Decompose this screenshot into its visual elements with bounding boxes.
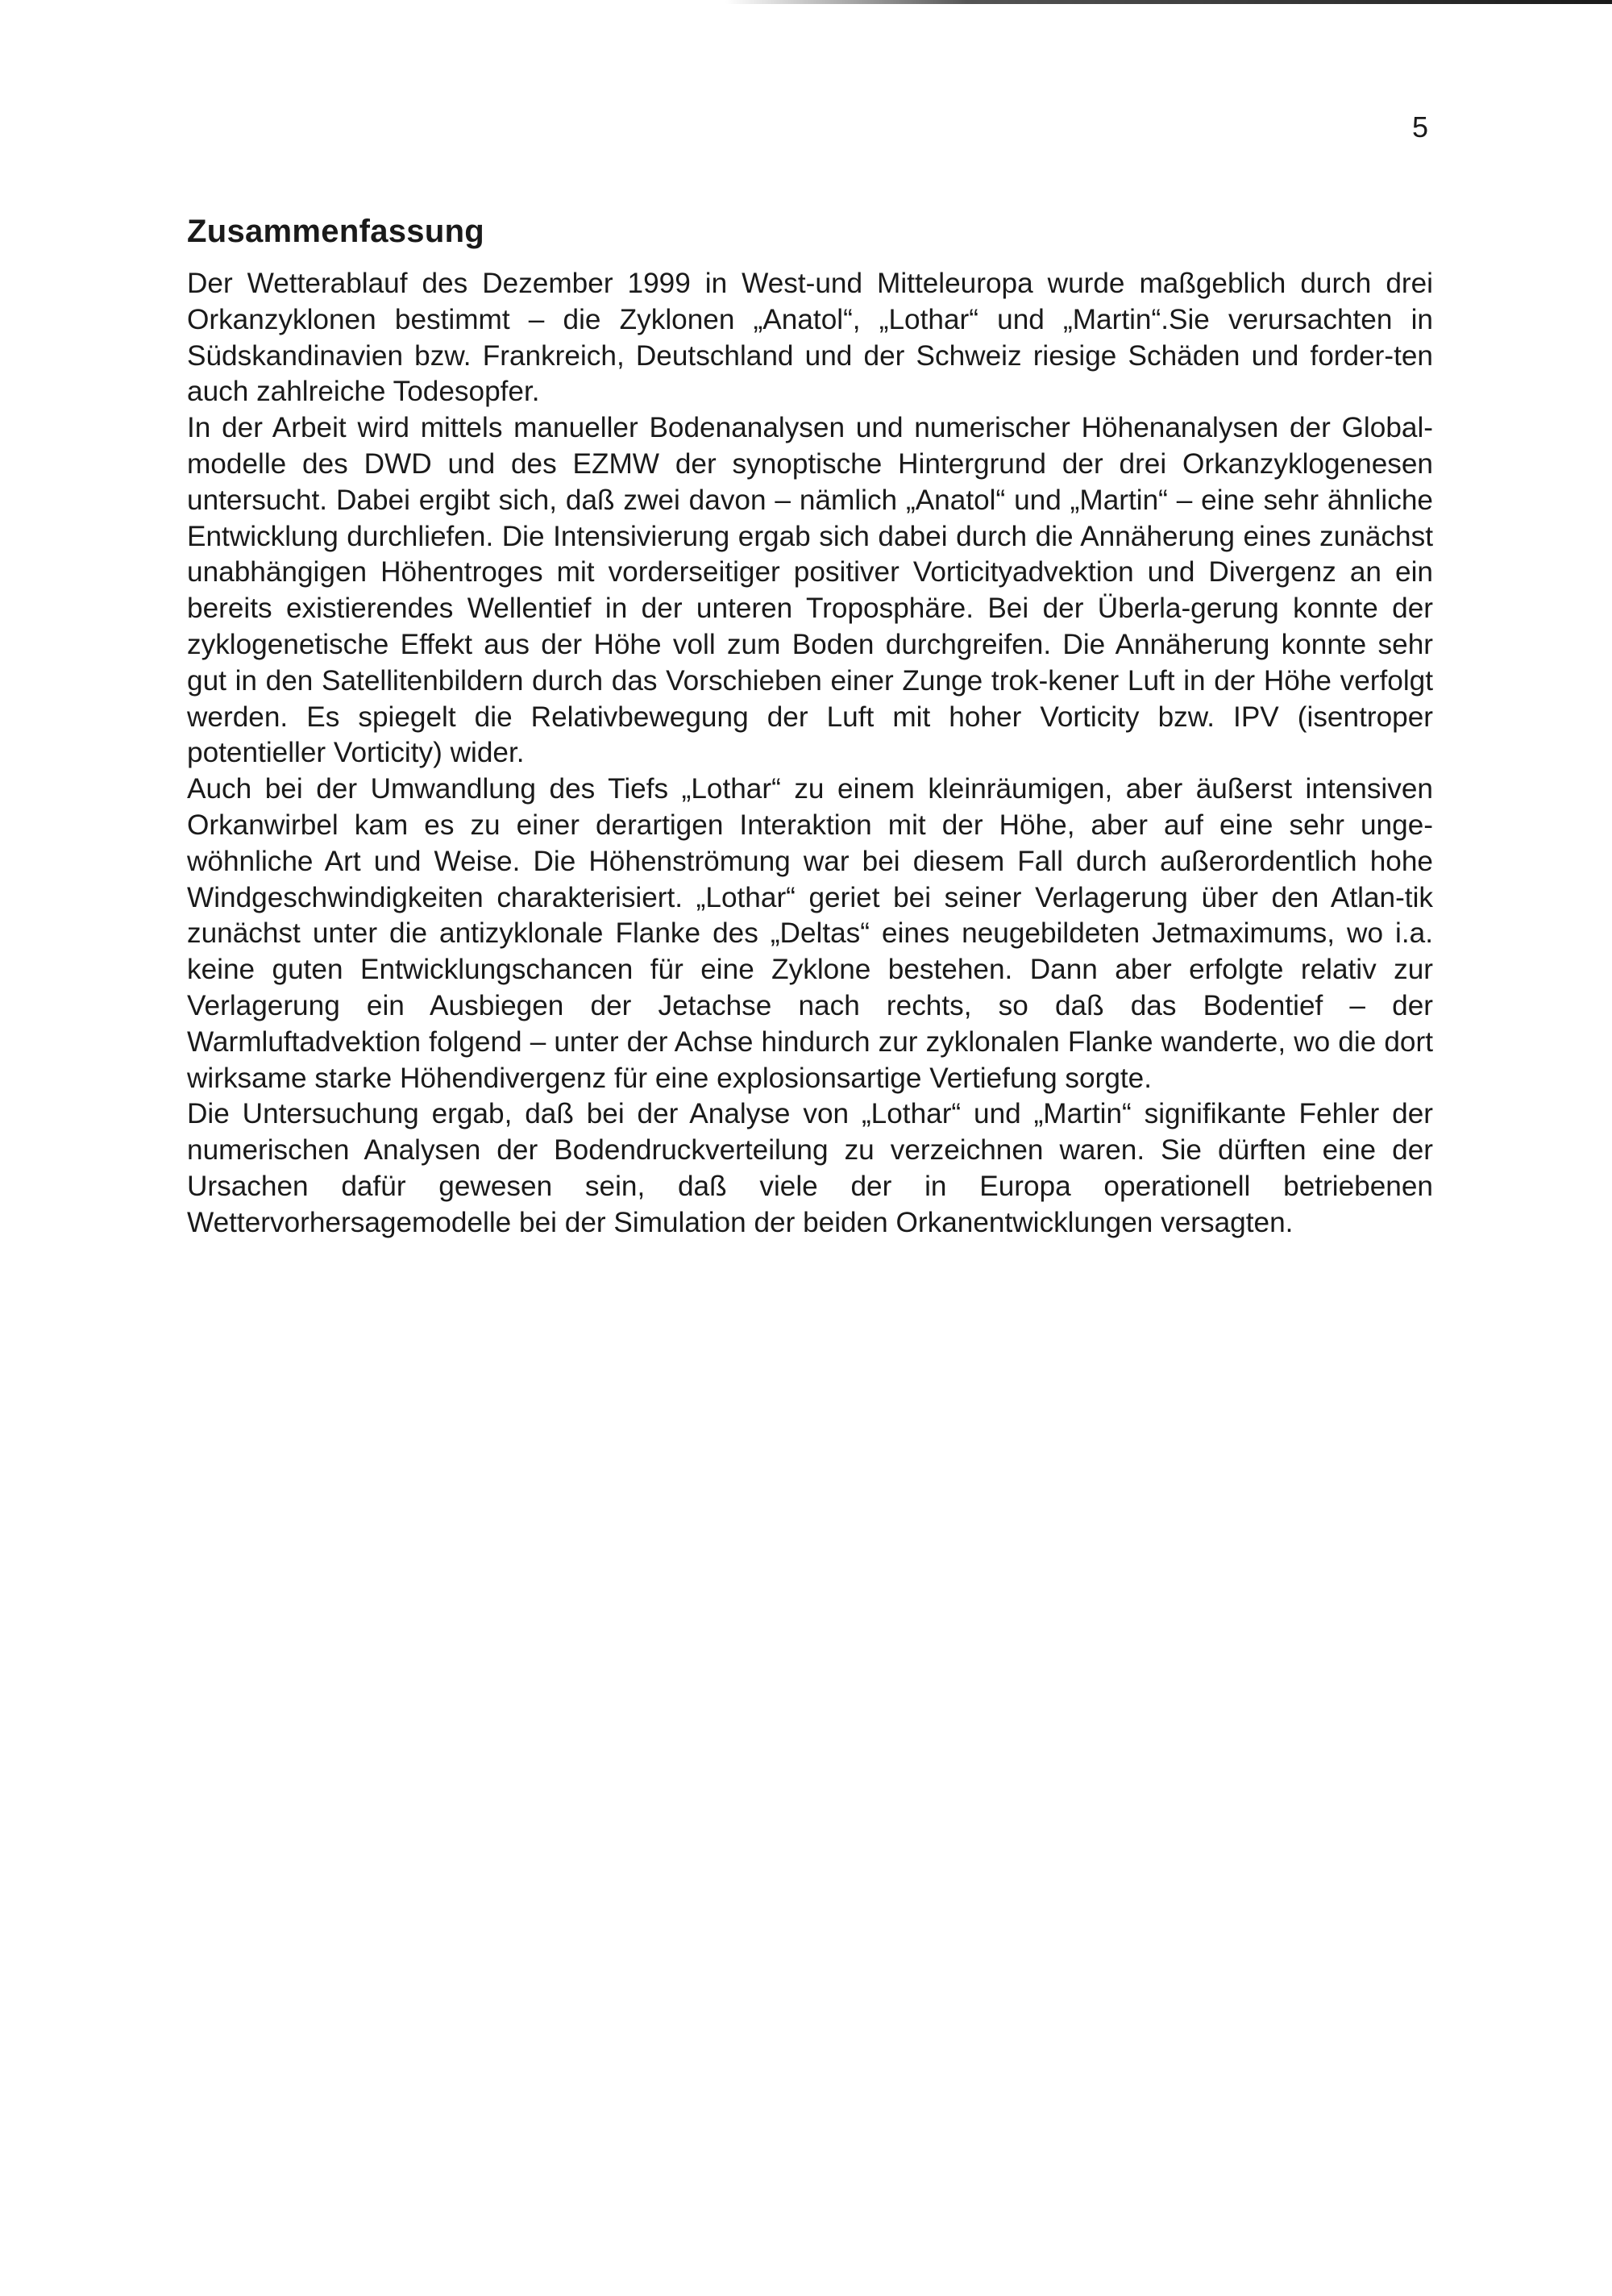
paragraph-1: Der Wetterablauf des Dezember 1999 in West-und Mitteleuropa wurde maßgeblich durch drei Orkanzyklonen bestimmt – die Zyklonen „Anatol“, „Lothar“ und „Martin“.Sie verursachten in Südskandinavien bzw. Frankreich, Deutschland und der Schweiz riesige Schäden und forder-ten auch zahlreiche Todesopfer. (187, 268, 1433, 408)
paragraph-4: Die Untersuchung ergab, daß bei der Analyse von „Lothar“ und „Martin“ signifikante Fehler der numerischen Analysen der Bodendruckverteilung zu verzeichnen waren. Sie dürften eine der Ursachen dafür gewesen sein, daß viele der in Europa operationell betriebenen Wettervorhersagemodelle bei der Simulation der beiden Orkanentwicklungen versagten. (187, 1098, 1433, 1238)
scan-edge-shadow (0, 0, 1612, 4)
page-number: 5 (1411, 110, 1428, 144)
summary-section (187, 211, 1433, 1242)
paragraph-3: Auch bei der Umwandlung des Tiefs „Lothar“ zu einem kleinräumigen, aber äußerst intensiven Orkanwirbel kam es zu einer derartigen Interaktion mit der Höhe, aber auf eine sehr unge-wöhnliche Art und Weise. Die Höhenströmung war bei diesem Fall durch außerordentlich hohe Windgeschwindigkeiten charakterisiert. „Lothar“ geriet bei seiner Verlagerung über den Atlan-tik zunächst unter die antizyklonale Flanke des „Deltas“ eines neugebildeten Jetmaximums, wo i.a. keine guten Entwicklungschancen für eine Zyklone bestehen. Dann aber erfolgte relativ zur Verlagerung ein Ausbiegen der Jetachse nach rechts, so daß das Bodentief – der Warmluftadvektion folgend – unter der Achse hindurch zur zyklonalen Flanke wanderte, wo die dort wirksame starke Höhendivergenz für eine explosionsartige Vertiefung sorgte. (187, 773, 1433, 1094)
section-heading: Zusammenfassung (187, 214, 485, 249)
paragraph-2: In der Arbeit wird mittels manueller Bodenanalysen und numerischer Höhenanalysen der Global-modelle des DWD und des EZMW der synoptische Hintergrund der drei Orkanzyklogenesen untersucht. Dabei ergibt sich, daß zwei davon – nämlich „Anatol“ und „Martin“ – eine sehr ähnliche Entwicklung durchliefen. Die Intensivierung ergab sich dabei durch die Annäherung eines zunächst unabhängigen Höhentroges mit vorderseitiger positiver Vorticityadvektion und Divergenz an ein bereits existierendes Wellentief in der unteren Troposphäre. Bei der Überla-gerung konnte der zyklogenetische Effekt aus der Höhe voll zum Boden durchgreifen. Die Annäherung konnte sehr gut in den Satellitenbildern durch das Vorschieben einer Zunge trok-kener Luft in der Höhe verfolgt werden. Es spiegelt die Relativbewegung der Luft mit hoher Vorticity bzw. IPV (isentroper potentieller Vorticity) wider. (187, 412, 1433, 769)
